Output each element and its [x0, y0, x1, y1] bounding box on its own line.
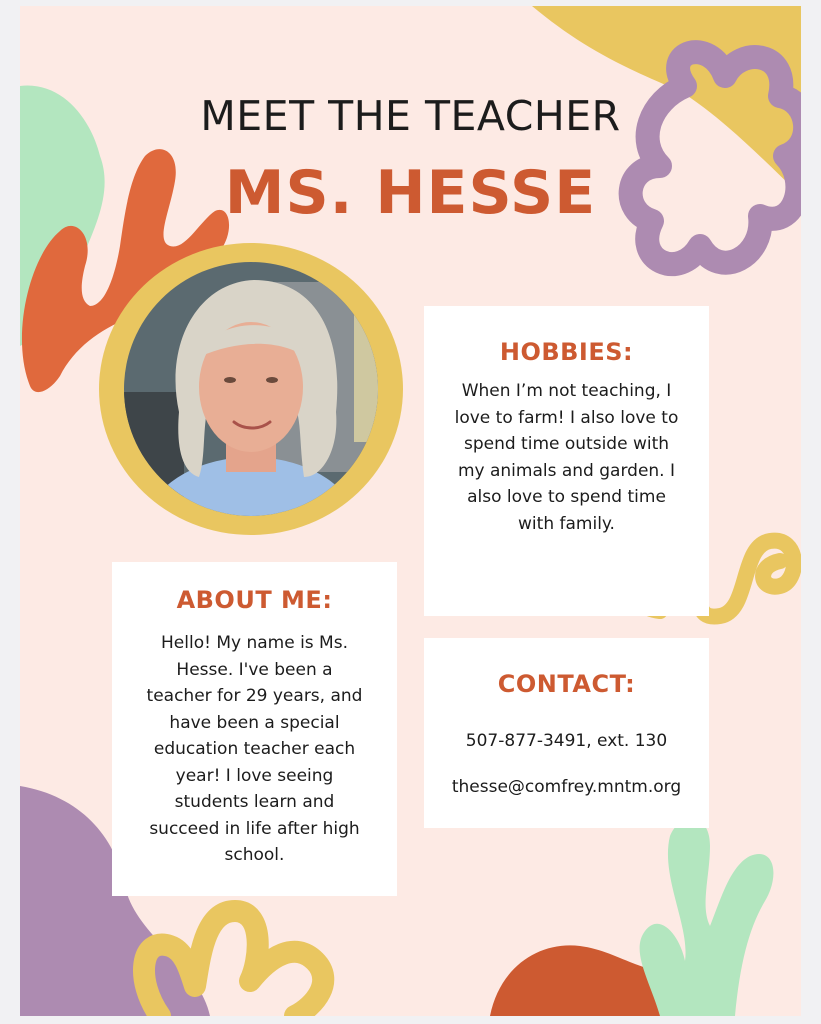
teacher-photo [124, 262, 378, 516]
hobbies-card [424, 306, 709, 616]
contact-heading: CONTACT: [497, 670, 636, 698]
green-coral-bottom-right [640, 818, 774, 1016]
about-heading: ABOUT ME: [176, 586, 333, 614]
contact-phone: 507-877-3491, ext. 130 [465, 731, 668, 751]
teacher-name: MS. HESSE [224, 158, 597, 228]
about-card [112, 562, 397, 896]
contact-card [424, 638, 709, 828]
about-text: Hello! My name is Ms. Hesse. I've been a teacher for 29 years, and have been a special education teacher each year! I love seeing students learn and succeed in life after high school. [146, 633, 363, 865]
contact-email: thesse@comfrey.mntm.org [451, 777, 682, 797]
page-title: MEET THE TEACHER [200, 92, 621, 140]
flyer-page [20, 6, 801, 1016]
hobbies-heading: HOBBIES: [499, 338, 634, 366]
hobbies-text: When I’m not teaching, I love to farm! I also love to spend time outside with my animals and garden. I also love to spend time with family. [454, 381, 679, 534]
